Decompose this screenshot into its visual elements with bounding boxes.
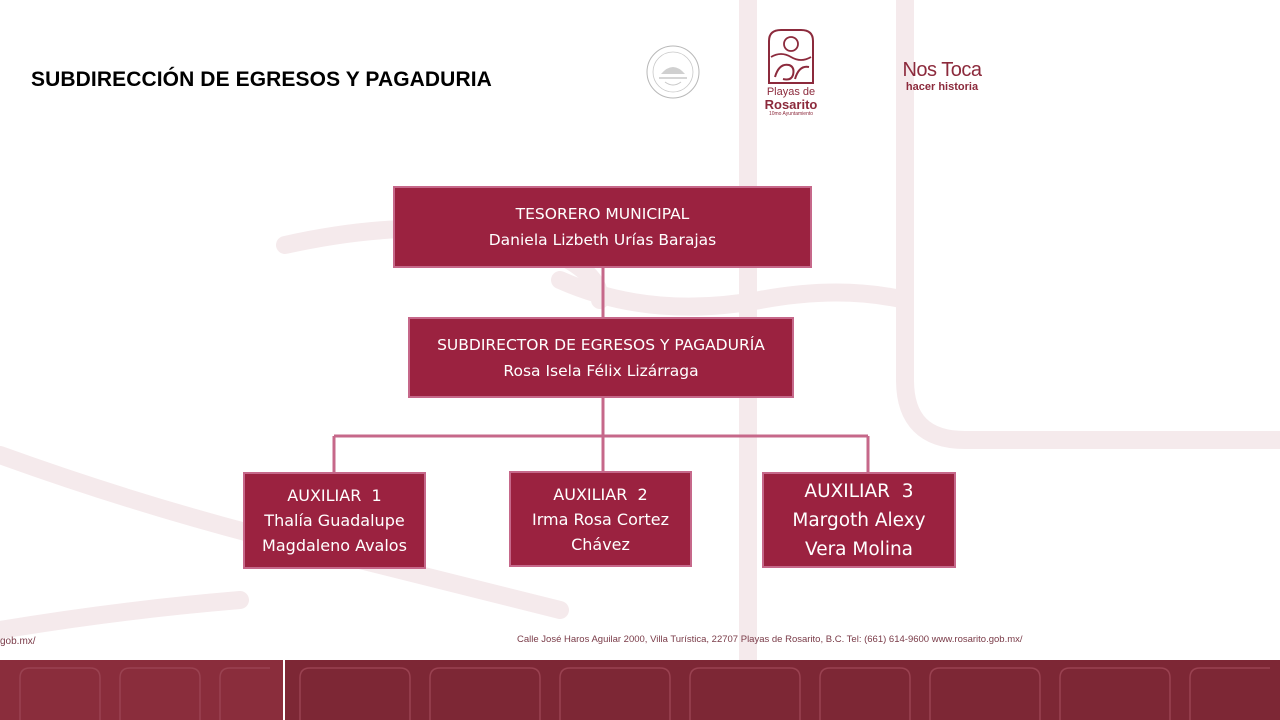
rosarito-logo xyxy=(755,27,827,125)
tesorero-box xyxy=(393,186,812,268)
slogan-line2: hacer historia xyxy=(905,81,979,93)
auxiliar-3-box xyxy=(762,472,956,568)
rosarito-logo-line3: 10mo Ayuntamiento xyxy=(768,111,814,117)
tesorero-role: TESORERO MUNICIPAL xyxy=(515,205,690,223)
auxiliar-2-role: AUXILIAR 2 xyxy=(553,484,648,504)
auxiliar-1-role: AUXILIAR 1 xyxy=(287,486,382,505)
municipal-seal-icon xyxy=(645,44,701,100)
rosarito-badge-icon xyxy=(765,27,817,85)
auxiliar-3-name-line2: Vera Molina xyxy=(804,538,914,560)
subdirector-role: SUBDIRECTOR DE EGRESOS Y PAGADURÍA xyxy=(437,335,765,354)
auxiliar-2-name-line2: Chávez xyxy=(571,534,630,554)
auxiliar-2-box xyxy=(509,471,692,567)
tesorero-name: Daniela Lizbeth Urías Barajas xyxy=(488,231,717,249)
footer-band xyxy=(0,660,1280,720)
auxiliar-1-box xyxy=(243,472,426,569)
subdirector-name: Rosa Isela Félix Lizárraga xyxy=(503,361,699,380)
rosarito-logo-line2: Rosarito xyxy=(764,97,818,112)
footer-address: Calle José Haros Aguilar 2000, Villa Turística, 22707 Playas de Rosarito, B.C. Tel: (661) 614-9600 www.rosarito.gob.mx/ xyxy=(517,634,1023,645)
auxiliar-2-name-line1: Irma Rosa Cortez xyxy=(532,509,669,529)
subdirector-box xyxy=(408,317,794,398)
auxiliar-3-name-line1: Margoth Alexy xyxy=(792,509,926,531)
footer-url-left: gob.mx/ xyxy=(0,636,36,647)
slogan-line1: Nos Toca xyxy=(902,59,982,81)
rosarito-logo-line1: Playas de xyxy=(766,86,816,98)
auxiliar-1-name-line2: Magdaleno Avalos xyxy=(262,536,407,555)
slogan-logo xyxy=(887,60,997,93)
auxiliar-3-role: AUXILIAR 3 xyxy=(804,480,914,502)
auxiliar-1-name-line1: Thalía Guadalupe xyxy=(264,511,405,530)
page-title: SUBDIRECCIÓN DE EGRESOS Y PAGADURIA xyxy=(31,68,492,91)
